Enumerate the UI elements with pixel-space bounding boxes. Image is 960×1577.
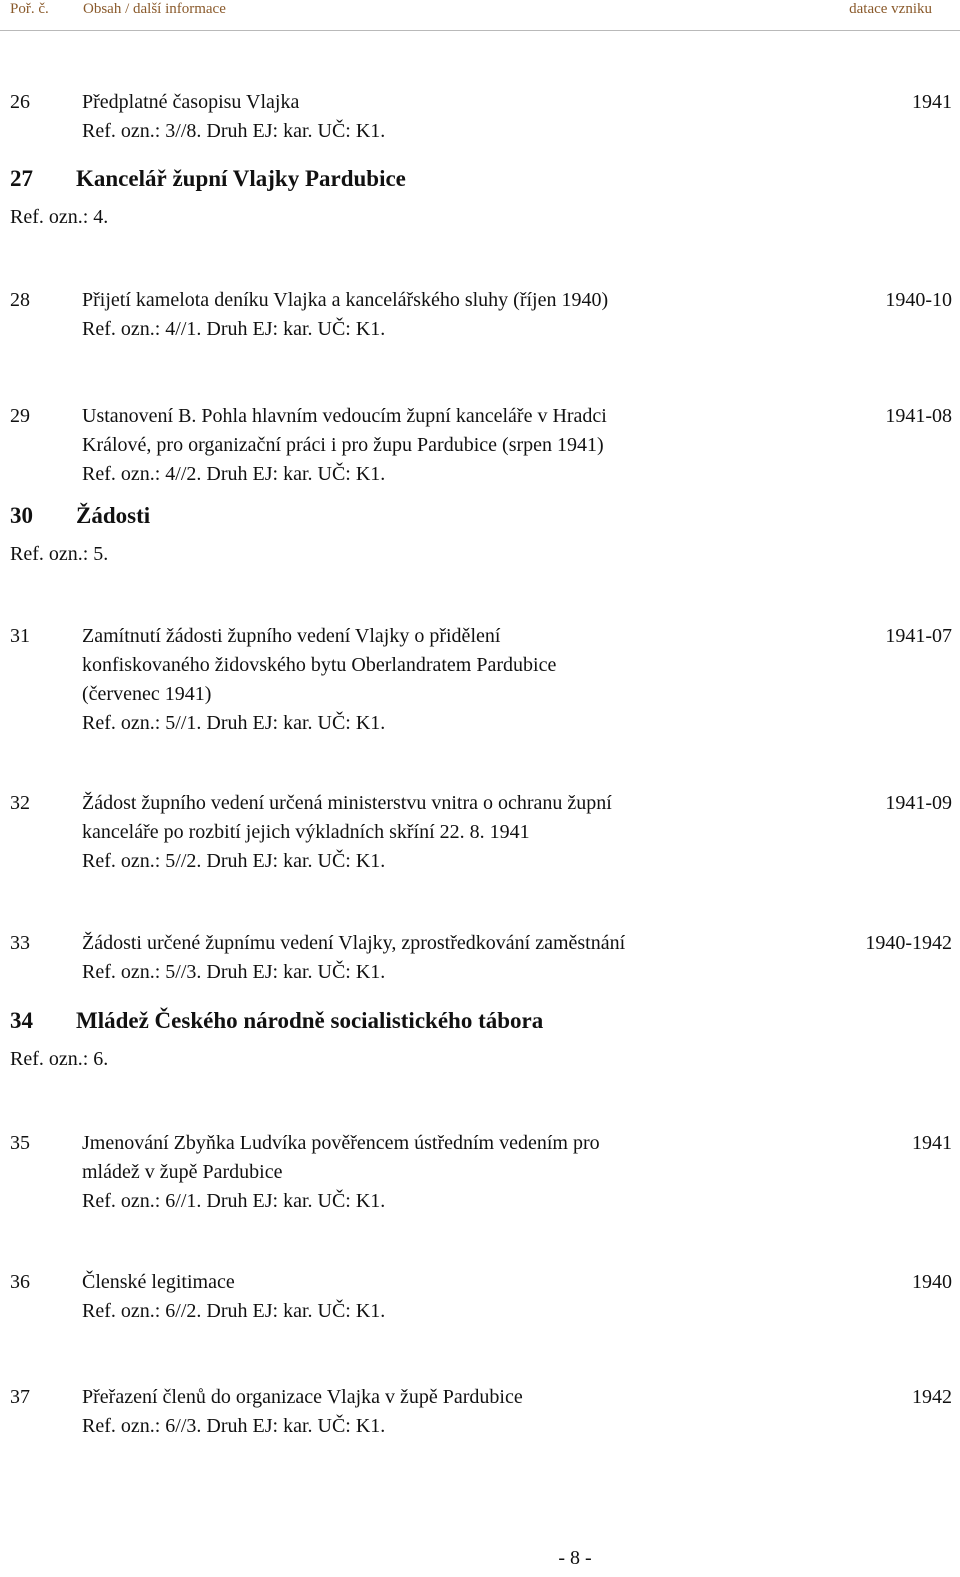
record-date: 1940-10: [885, 289, 952, 311]
record-number: 28: [10, 289, 30, 311]
record-title-line: Žádosti určené župnímu vedení Vlajky, zprostředkování zaměstnání: [82, 932, 626, 954]
record-number: 33: [10, 932, 30, 954]
record-date: 1941: [912, 1132, 952, 1154]
record-reference: Ref. ozn.: 5//3. Druh EJ: kar. UČ: K1.: [82, 961, 386, 983]
record-number: 36: [10, 1271, 30, 1293]
record-reference: Ref. ozn.: 6//2. Druh EJ: kar. UČ: K1.: [82, 1300, 386, 1322]
record-reference: Ref. ozn.: 4//2. Druh EJ: kar. UČ: K1.: [82, 463, 386, 485]
header-date-label: datace vzniku: [849, 1, 932, 17]
record-title-line: Členské legitimace: [82, 1271, 235, 1293]
record-title-line: Jmenování Zbyňka Ludvíka pověřencem ústředním vedením pro: [82, 1132, 600, 1154]
record-number: 37: [10, 1386, 30, 1408]
record-date: 1941: [912, 91, 952, 113]
record-title-line: Králové, pro organizační práci i pro župu Pardubice (srpen 1941): [82, 434, 604, 456]
record-title-line: Předplatné časopisu Vlajka: [82, 91, 300, 113]
record-title-line: Přijetí kamelota deníku Vlajka a kancelářského sluhy (říjen 1940): [82, 289, 609, 311]
record-title-line: (červenec 1941): [82, 683, 212, 705]
group-number: 30: [10, 503, 33, 528]
record-reference: Ref. ozn.: 6//1. Druh EJ: kar. UČ: K1.: [82, 1190, 386, 1212]
group-title: Mládež Českého národně socialistického tábora: [76, 1008, 544, 1033]
group-reference: Ref. ozn.: 4.: [10, 206, 109, 228]
record-date: 1942: [912, 1386, 952, 1408]
record-title-line: Žádost župního vedení určená ministerstvu vnitra o ochranu župní: [82, 792, 612, 814]
record-reference: Ref. ozn.: 5//1. Druh EJ: kar. UČ: K1.: [82, 712, 386, 734]
record-date: 1941-08: [885, 405, 952, 427]
group-number: 27: [10, 166, 33, 191]
record-reference: Ref. ozn.: 6//3. Druh EJ: kar. UČ: K1.: [82, 1415, 386, 1437]
record-reference: Ref. ozn.: 3//8. Druh EJ: kar. UČ: K1.: [82, 120, 386, 142]
group-reference: Ref. ozn.: 6.: [10, 1048, 109, 1070]
record-reference: Ref. ozn.: 4//1. Druh EJ: kar. UČ: K1.: [82, 318, 386, 340]
group-title: Žádosti: [76, 503, 151, 528]
record-title-line: mládež v župě Pardubice: [82, 1161, 283, 1183]
record-number: 26: [10, 91, 30, 113]
header-content-label: Obsah / další informace: [83, 1, 226, 17]
group-reference: Ref. ozn.: 5.: [10, 543, 109, 565]
record-date: 1940: [912, 1271, 952, 1293]
record-title-line: Ustanovení B. Pohla hlavním vedoucím župní kanceláře v Hradci: [82, 405, 607, 427]
record-date: 1940-1942: [865, 932, 952, 954]
record-number: 31: [10, 625, 30, 647]
record-title-line: konfiskovaného židovského bytu Oberlandratem Pardubice: [82, 654, 557, 676]
record-date: 1941-07: [885, 625, 952, 647]
page-number: - 8 -: [558, 1547, 592, 1569]
record-number: 35: [10, 1132, 30, 1154]
record-title-line: Zamítnutí žádosti župního vedení Vlajky o přidělení: [82, 625, 501, 647]
header-number-label: Poř. č.: [10, 1, 49, 17]
record-title-line: Přeřazení členů do organizace Vlajka v župě Pardubice: [82, 1386, 523, 1408]
record-title-line: kanceláře po rozbití jejich výkladních skříní 22. 8. 1941: [82, 821, 530, 843]
record-number: 29: [10, 405, 30, 427]
column-header: [0, 0, 960, 31]
record-reference: Ref. ozn.: 5//2. Druh EJ: kar. UČ: K1.: [82, 850, 386, 872]
group-number: 34: [10, 1008, 33, 1033]
group-title: Kancelář župní Vlajky Pardubice: [76, 166, 406, 191]
record-date: 1941-09: [885, 792, 952, 814]
record-number: 32: [10, 792, 30, 814]
